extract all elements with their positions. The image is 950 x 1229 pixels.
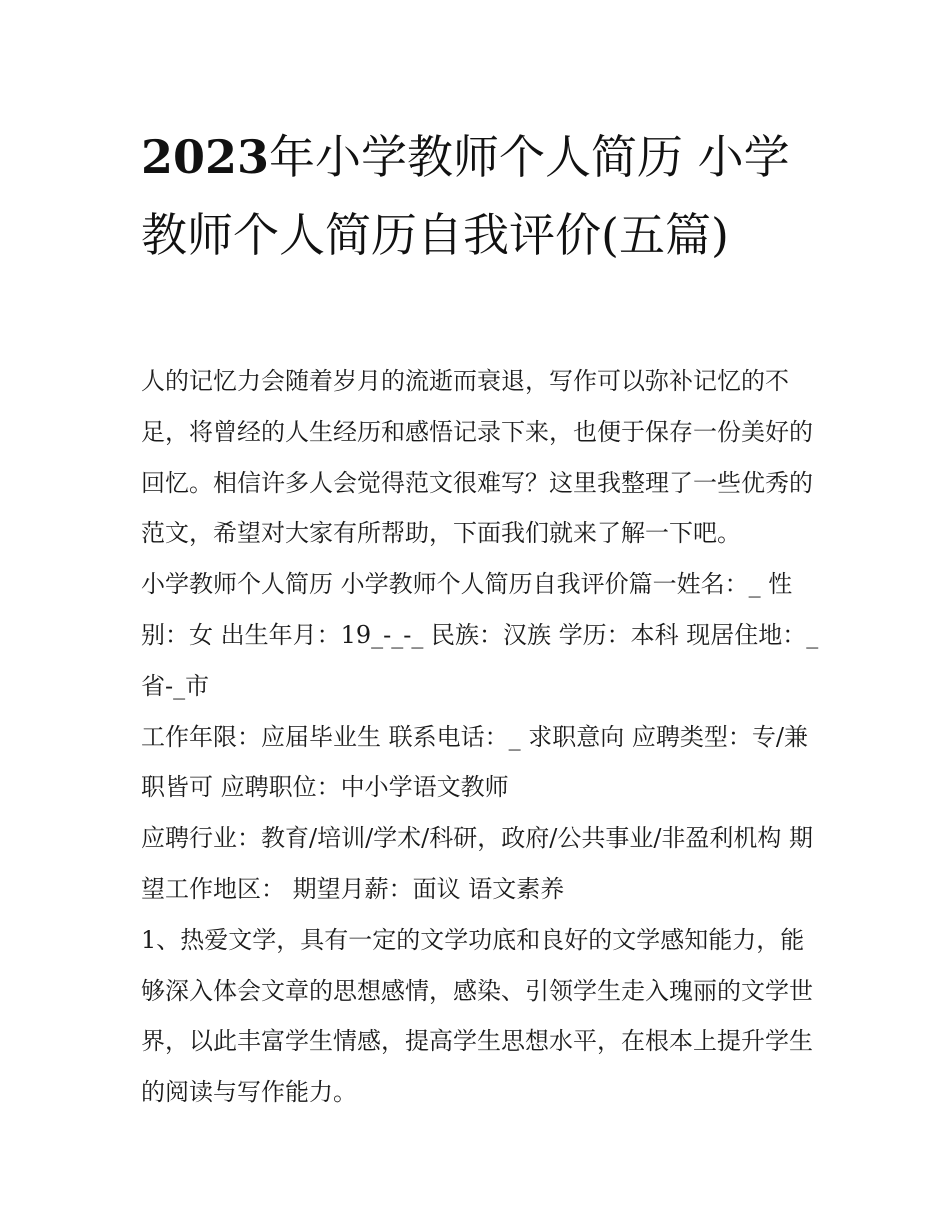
resume-basic-info: 小学教师个人简历 小学教师个人简历自我评价篇一姓名：_ 性别：女 出生年月：19_-_-_ 民族：汉族 学历：本科 现居住地：_省-_市 — [141, 570, 819, 700]
intro-paragraph: 人的记忆力会随着岁月的流逝而衰退，写作可以弥补记忆的不足，将曾经的人生经历和感悟记录下来，也便于保存一份美好的回忆。相信许多人会觉得范文很难写？这里我整理了一些优秀的范文，希望对大家有所帮助，下面我们就来了解一下吧。 — [141, 367, 813, 548]
title-text: 年小学教师个人简历 小学教师个人简历自我评价(五篇) — [141, 130, 790, 262]
literacy-item-1: 1、热爱文学，具有一定的文学功底和良好的文学感知能力，能够深入体会文章的思想感情，感染、引领学生走入瑰丽的文学世界，以此丰富学生情感，提高学生思想水平，在根本上提升学生的阅读与写作能力。 — [141, 925, 813, 1107]
resume-job-intention: 工作年限：应届毕业生 联系电话：_ 求职意向 应聘类型：专/兼职皆可 应聘职位：中小学语文教师 — [141, 722, 808, 802]
document-body — [141, 356, 821, 1118]
resume-industry-info: 应聘行业：教育/培训/学术/科研，政府/公共事业/非盈利机构 期望工作地区： 期望月薪：面议 语文素养 — [141, 824, 814, 903]
title-year: 2023 — [141, 130, 270, 184]
document-title — [141, 118, 821, 274]
